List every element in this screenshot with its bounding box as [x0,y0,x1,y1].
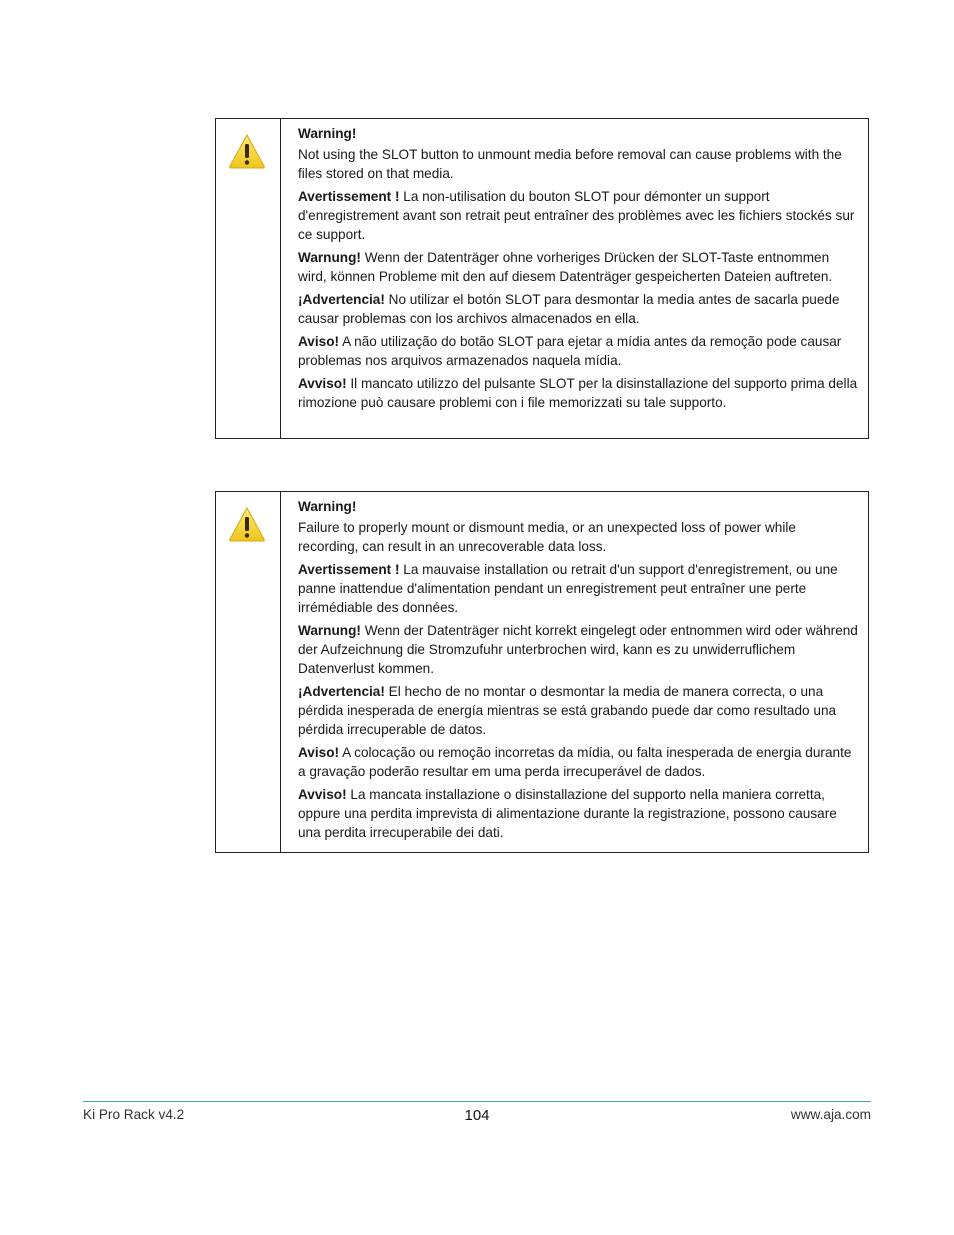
footer-product-version: Ki Pro Rack v4.2 [83,1107,185,1122]
warning-heading: Warning! [298,499,357,514]
warning-label: Aviso! [298,745,340,760]
warning-label: Warnung! [298,250,361,265]
footer-divider [83,1101,871,1102]
warning-triangle-icon [228,506,266,542]
warning-label: Aviso! [298,334,340,349]
warning-body: La mancata installazione o disinstallazione del supporto nella maniera corretta, oppure una perdita imprevista di alimentazione durante la registrazione, possono causare una perdita irrecuperabile dei dati. [298,787,837,840]
warning-body: La mauvaise installation ou retrait d'un support d'enregistrement, ou une panne inattendue d'alimentation pendant un enregistrement peut entraîner une perte irrémédiable des données. [298,562,838,615]
warning-spanish [298,290,858,328]
warning-box-slot-unmount [215,118,869,439]
warning-body: La non-utilisation du bouton SLOT pour démonter un support d'enregistrement avant son retrait peut entraîner des problèmes avec les fichiers stockés sur ce support. [298,189,855,242]
warning-icon-cell [216,119,281,438]
warning-text [281,119,868,438]
warning-label: ¡Advertencia! [298,292,385,307]
warning-body: Wenn der Datenträger ohne vorheriges Drücken der SLOT-Taste entnommen wird, können Probleme mit den auf diesem Datenträger gespeicherten Dateien auftreten. [298,250,833,284]
warning-portuguese [298,743,858,781]
warning-label: Warnung! [298,623,361,638]
warning-box-data-loss [215,491,869,853]
warning-label: ¡Advertencia! [298,684,385,699]
warning-triangle-icon [228,133,266,169]
warning-body: El hecho de no montar o desmontar la media de manera correcta, o una pérdida inesperada de energía mientras se está grabando puede dar como resultado una pérdida irrecuperable de datos. [298,684,837,737]
warning-body: Il mancato utilizzo del pulsante SLOT per la disinstallazione del supporto prima della rimozione può causare problemi con i file memorizzati su tale supporto. [298,376,858,410]
warning-label: Avertissement ! [298,562,400,577]
warning-body: No utilizar el botón SLOT para desmontar la media antes de sacarla puede causar problemas con los archivos almacenados en ella. [298,292,840,326]
warning-french [298,560,858,617]
warning-german [298,248,858,286]
warning-portuguese [298,332,858,370]
warning-body: Wenn der Datenträger nicht korrekt eingelegt oder entnommen wird oder während der Aufzeichnung die Stromzufuhr unterbrochen wird, kann es zu unwiderruflichem Datenverlust kommen. [298,623,858,676]
warning-label: Avviso! [298,787,347,802]
warning-italian [298,374,858,412]
warning-english-text: Failure to properly mount or dismount media, or an unexpected loss of power while recording, can result in an unrecoverable data loss. [298,520,796,554]
warning-body: A não utilização do botão SLOT para ejetar a mídia antes da remoção pode causar problemas nos arquivos armazenados naquela mídia. [298,334,842,368]
warning-body: A colocação ou remoção incorretas da mídia, ou falta inesperada de energia durante a gravação poderão resultar em uma perda irrecuperável de dados. [298,745,852,779]
warning-italian [298,785,858,842]
page-number: 104 [464,1107,490,1124]
warning-german [298,621,858,678]
warning-french [298,187,858,244]
warning-english-text: Not using the SLOT button to unmount media before removal can cause problems with the files stored on that media. [298,147,842,181]
warning-label: Avertissement ! [298,189,400,204]
warning-heading: Warning! [298,126,357,141]
warning-icon-cell [216,492,281,852]
warning-spanish [298,682,858,739]
footer-website-link[interactable]: www.aja.com [790,1107,871,1122]
warning-label: Avviso! [298,376,347,391]
warning-text [281,492,868,852]
